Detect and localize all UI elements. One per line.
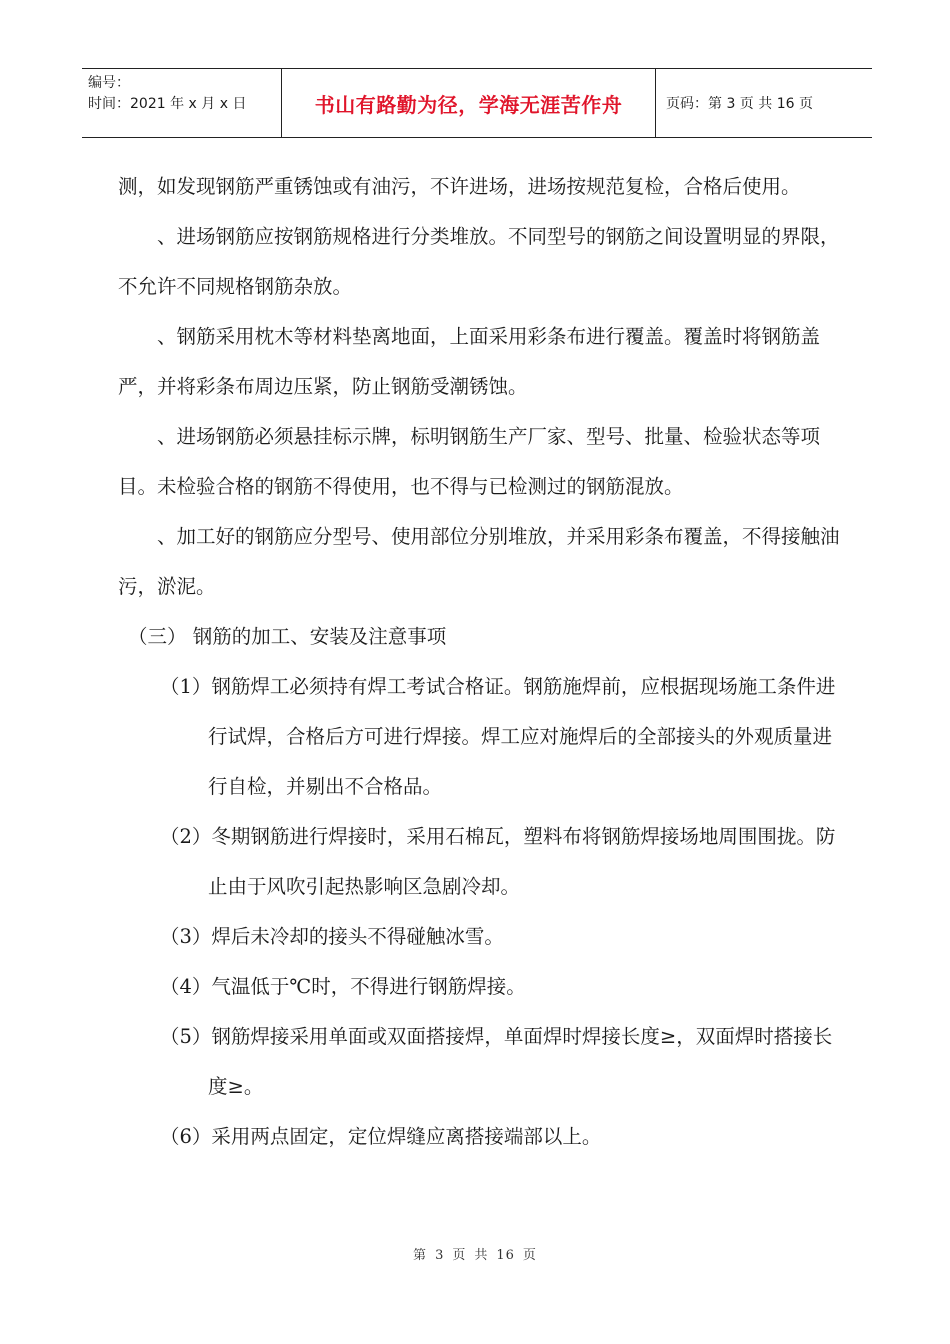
page-header (82, 68, 872, 138)
list-item: （3）焊后未冷却的接头不得碰触冰雪。 (160, 925, 504, 948)
paragraph: 测，如发现钢筋严重锈蚀或有油污，不许进场，进场按规范复检，合格后使用。 (118, 175, 801, 198)
document-body (118, 162, 840, 1162)
header-page-info: 页码：第 3 页 共 16 页 (666, 96, 813, 112)
header-meta (82, 69, 282, 137)
paragraph: 、进场钢筋必须悬挂标示牌，标明钢筋生产厂家、型号、批量、检验状态等项目。未检验合格的钢筋不得使用，也不得与已检测过的钢筋混放。 (118, 425, 821, 498)
paragraph: 、钢筋采用枕木等材料垫离地面，上面采用彩条布进行覆盖。覆盖时将钢筋盖严，并将彩条布周边压紧，防止钢筋受潮锈蚀。 (118, 325, 821, 398)
document-number-label: 编号： (88, 75, 130, 91)
page-footer (0, 1244, 950, 1263)
footer-page-number: 3 (435, 1248, 445, 1263)
list-item: （5）钢筋焊接采用单面或双面搭接焊，单面焊时焊接长度≥，双面焊时搭接长度≥。 (160, 1025, 833, 1098)
paragraph: 、进场钢筋应按钢筋规格进行分类堆放。不同型号的钢筋之间设置明显的界限，不允许不同规格钢筋杂放。 (118, 225, 840, 298)
list-item: （6）采用两点固定，定位焊缝应离搭接端部以上。 (160, 1125, 602, 1148)
document-time-label: 时间：2021 年 x 月 x 日 (88, 96, 247, 112)
footer-total-unit: 页 (522, 1248, 537, 1263)
list-item: （2）冬期钢筋进行焊接时，采用石棉瓦，塑料布将钢筋焊接场地周围围拢。防止由于风吹引起热影响区急剧冷却。 (160, 825, 836, 898)
list-item: （4）气温低于℃时，不得进行钢筋焊接。 (160, 975, 526, 998)
footer-page-unit: 页 (452, 1248, 467, 1263)
footer-total-number: 16 (496, 1248, 515, 1263)
footer-total-word: 共 (474, 1248, 489, 1263)
footer-page-word: 第 (413, 1248, 428, 1263)
list-item: （1）钢筋焊工必须持有焊工考试合格证。钢筋施焊前，应根据现场施工条件进行试焊，合格后方可进行焊接。焊工应对施焊后的全部接头的外观质量进行自检，并剔出不合格品。 (160, 675, 836, 798)
header-motto: 书山有路勤为径，学海无涯苦作舟 (282, 69, 656, 137)
section-title: （三） 钢筋的加工、安装及注意事项 (128, 625, 447, 648)
paragraph: 、加工好的钢筋应分型号、使用部位分别堆放，并采用彩条布覆盖，不得接触油污，淤泥。 (118, 525, 840, 598)
